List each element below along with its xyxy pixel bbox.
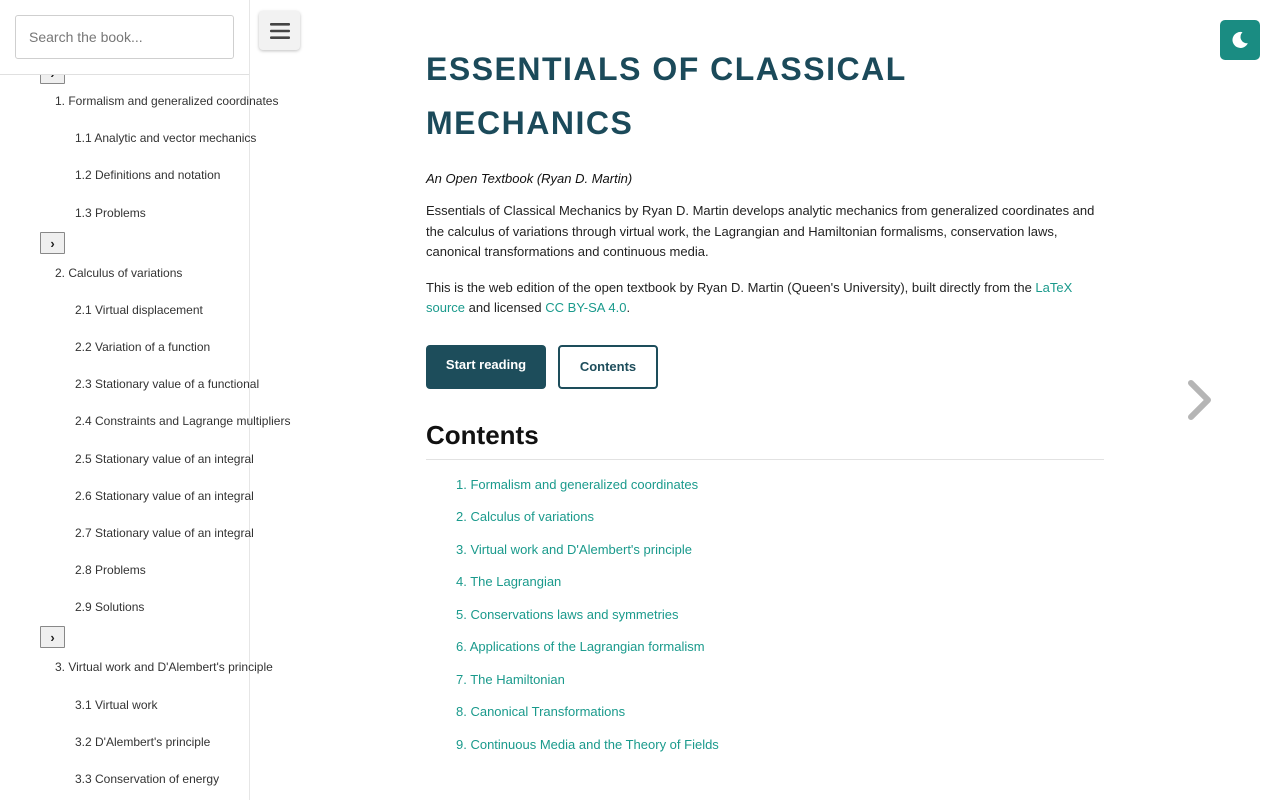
toc-section-2-3[interactable]: 2.3 Stationary value of a functional: [75, 377, 260, 391]
latex-source-link[interactable]: LaTeX source: [426, 279, 1073, 315]
toc-section-2-4[interactable]: 2.4 Constraints and Lagrange multipliers: [75, 414, 291, 428]
contents-link-6[interactable]: 6. Applications of the Lagrangian formalism: [456, 639, 705, 654]
hamburger-icon: [270, 22, 290, 40]
contents-link-1[interactable]: 1. Formalism and generalized coordinates: [456, 476, 699, 492]
toc-section-1-1[interactable]: 1.1 Analytic and vector mechanics: [75, 131, 257, 145]
contents-button[interactable]: Contents: [558, 345, 658, 389]
list-item: [456, 704, 1104, 737]
search-input[interactable]: [15, 15, 234, 59]
chevron-right-icon: ›: [50, 235, 55, 251]
toc-section-2-7[interactable]: 2.7 Stationary value of an integral: [75, 526, 254, 540]
toc-chapter-1[interactable]: 1. Formalism and generalized coordinates: [55, 94, 279, 108]
page-title: ESSENTIALS OF CLASSICAL MECHANICS: [426, 51, 907, 141]
toc-section-3-2[interactable]: 3.2 D'Alembert's principle: [75, 735, 211, 749]
start-reading-button[interactable]: Start reading: [426, 345, 546, 389]
contents-list: [426, 477, 1104, 770]
list-item: [456, 607, 1104, 640]
next-page-button[interactable]: [1186, 380, 1214, 420]
dark-mode-toggle[interactable]: [1220, 20, 1260, 60]
moon-icon: [1231, 31, 1249, 49]
toc-section-1-3[interactable]: 1.3 Problems: [75, 206, 146, 220]
edition-note: [426, 278, 1104, 319]
toc-section-1-2[interactable]: 1.2 Definitions and notation: [75, 168, 221, 182]
toc-section-3-3[interactable]: 3.3 Conservation of energy: [75, 772, 220, 786]
list-item: [456, 574, 1104, 607]
list-item: [456, 509, 1104, 542]
toc-section-2-2[interactable]: 2.2 Variation of a function: [75, 340, 211, 354]
license-link[interactable]: CC BY-SA 4.0: [545, 300, 627, 315]
book-description: Essentials of Classical Mechanics by Ryan D. Martin develops analytic mechanics from generalized coordinates and the calculus of variations through virtual work, the Lagrangian and Hamiltonian formalisms, conservation laws, canonical transformations and continuous media.: [426, 203, 1095, 259]
toc-section-2-5[interactable]: 2.5 Stationary value of an integral: [75, 452, 254, 466]
list-item: [456, 639, 1104, 672]
contents-heading: Contents: [426, 420, 1104, 460]
toc-section-2-8[interactable]: 2.8 Problems: [75, 563, 146, 577]
edition-text: This is the web edition of the open textbook by Ryan D. Martin (Queen's University), built directly from the: [426, 279, 1036, 295]
contents-link-3[interactable]: 3. Virtual work and D'Alembert's principle: [456, 541, 692, 557]
toc-section-2-6[interactable]: 2.6 Stationary value of an integral: [75, 489, 254, 503]
action-buttons: [426, 345, 1104, 389]
toc-chapter-2[interactable]: 2. Calculus of variations: [55, 266, 183, 280]
list-item: [456, 542, 1104, 575]
toc-toggle-chapter-3[interactable]: [40, 626, 65, 648]
sidebar: [0, 0, 291, 800]
list-item: [456, 672, 1104, 705]
sidebar-toggle-button[interactable]: [259, 11, 300, 50]
contents-link-5[interactable]: 5. Conservations laws and symmetries: [456, 606, 679, 622]
toc-section-2-1[interactable]: 2.1 Virtual displacement: [75, 303, 203, 317]
edition-text: .: [626, 300, 631, 315]
contents-link-8[interactable]: 8. Canonical Transformations: [456, 704, 626, 719]
edition-text: and licensed: [465, 300, 546, 315]
list-item: [456, 477, 1104, 510]
search-bar: [0, 0, 249, 75]
contents-link-7[interactable]: 7. The Hamiltonian: [456, 671, 565, 687]
list-item: [456, 737, 1104, 770]
toc-section-3-1[interactable]: 3.1 Virtual work: [75, 698, 158, 712]
contents-link-2[interactable]: 2. Calculus of variations: [456, 509, 595, 524]
main-content: [426, 42, 1104, 769]
toc-toggle-chapter-2[interactable]: [40, 232, 65, 254]
contents-link-4[interactable]: 4. The Lagrangian: [456, 574, 562, 589]
contents-link-9[interactable]: 9. Continuous Media and the Theory of Fields: [456, 736, 719, 752]
chevron-right-icon: [1186, 380, 1214, 420]
page-subtitle: An Open Textbook (Ryan D. Martin): [426, 171, 633, 186]
toc-chapter-3[interactable]: 3. Virtual work and D'Alembert's principle: [55, 660, 273, 674]
toc-section-2-9[interactable]: 2.9 Solutions: [75, 600, 145, 614]
chevron-right-icon: ›: [50, 629, 55, 645]
